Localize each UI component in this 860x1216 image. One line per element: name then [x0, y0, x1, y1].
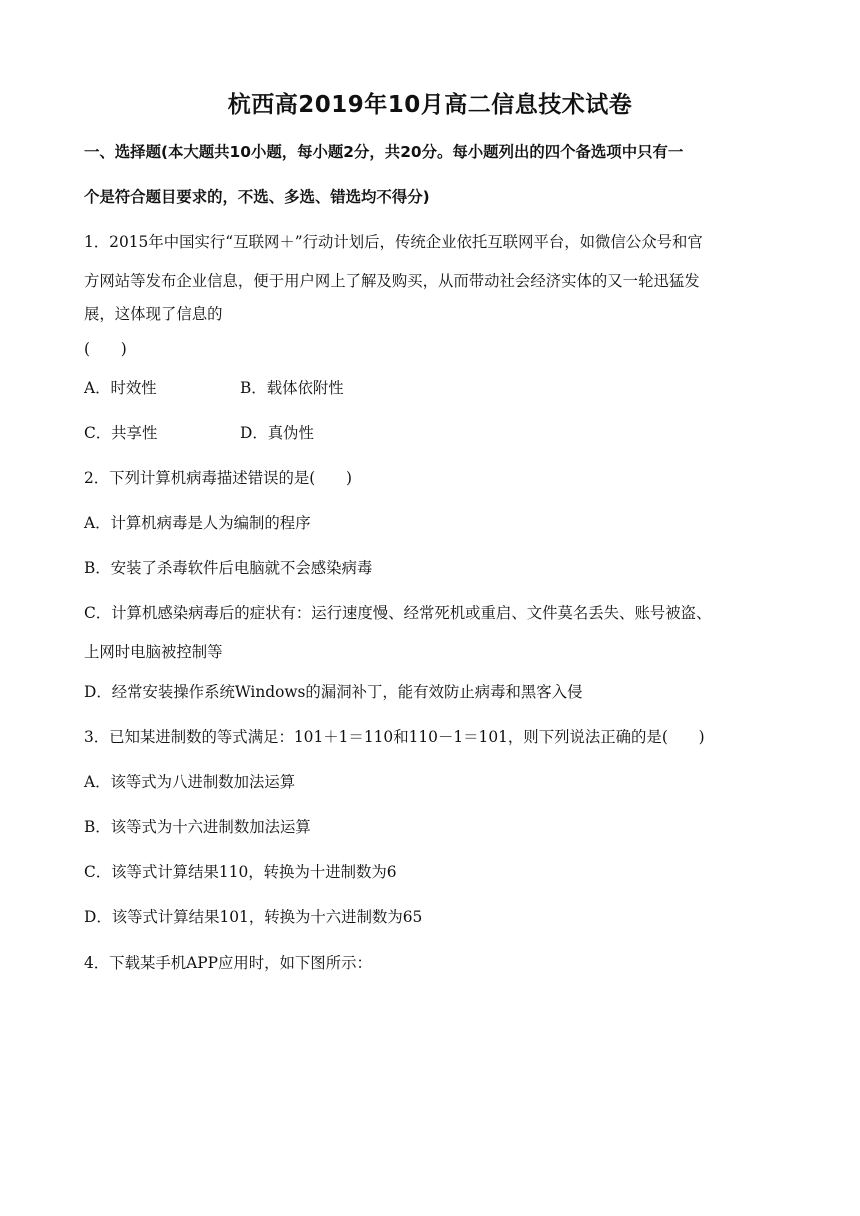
- q3-option-c: C．该等式计算结果110，转换为十进制数为6: [84, 863, 397, 881]
- q1-answer-bracket: ( ): [84, 340, 127, 358]
- q1-stem-line-2: 方网站等发布企业信息，便于用户网上了解及购买，从而带动社会经济实体的又一轮迅猛发: [84, 272, 700, 290]
- q1-option-c: C．共享性: [84, 424, 158, 442]
- section-heading-line-2: 个是符合题目要求的，不选、多选、错选均不得分): [84, 188, 430, 206]
- q4-stem: 4．下载某手机APP应用时，如下图所示：: [84, 954, 372, 972]
- q2-stem: 2．下列计算机病毒描述错误的是( ): [84, 469, 353, 487]
- q3-option-b: B．该等式为十六进制数加法运算: [84, 818, 311, 836]
- q1-option-b: B．载体依附性: [240, 379, 344, 397]
- q1-stem-line-1: 1．2015年中国实行“互联网＋”行动计划后，传统企业依托互联网平台，如微信公众号和官: [84, 233, 703, 251]
- q2-option-c-line-2: 上网时电脑被控制等: [84, 643, 223, 661]
- q2-option-a: A．计算机病毒是人为编制的程序: [84, 514, 311, 532]
- q1-stem-line-3: 展，这体现了信息的: [84, 305, 223, 323]
- q3-option-a: A．该等式为八进制数加法运算: [84, 773, 296, 791]
- q2-option-c-line-1: C．计算机感染病毒后的症状有：运行速度慢、经常死机或重启、文件莫名丢失、账号被盗、: [84, 604, 712, 622]
- section-heading-line-1: 一、选择题(本大题共10小题，每小题2分，共20分。每小题列出的四个备选项中只有一: [84, 143, 684, 161]
- q1-option-d: D．真伪性: [240, 424, 314, 442]
- q2-option-b: B．安装了杀毒软件后电脑就不会感染病毒: [84, 559, 373, 577]
- q3-stem: 3．已知某进制数的等式满足：101＋1＝110和110－1＝101，则下列说法正确的是( ): [84, 728, 705, 746]
- exam-title: 杭西高2019年10月高二信息技术试卷: [227, 92, 633, 118]
- q1-option-a: A．时效性: [84, 379, 157, 397]
- q3-option-d: D．该等式计算结果101，转换为十六进制数为65: [84, 908, 423, 926]
- q2-option-d: D．经常安装操作系统Windows的漏洞补丁，能有效防止病毒和黑客入侵: [84, 683, 583, 701]
